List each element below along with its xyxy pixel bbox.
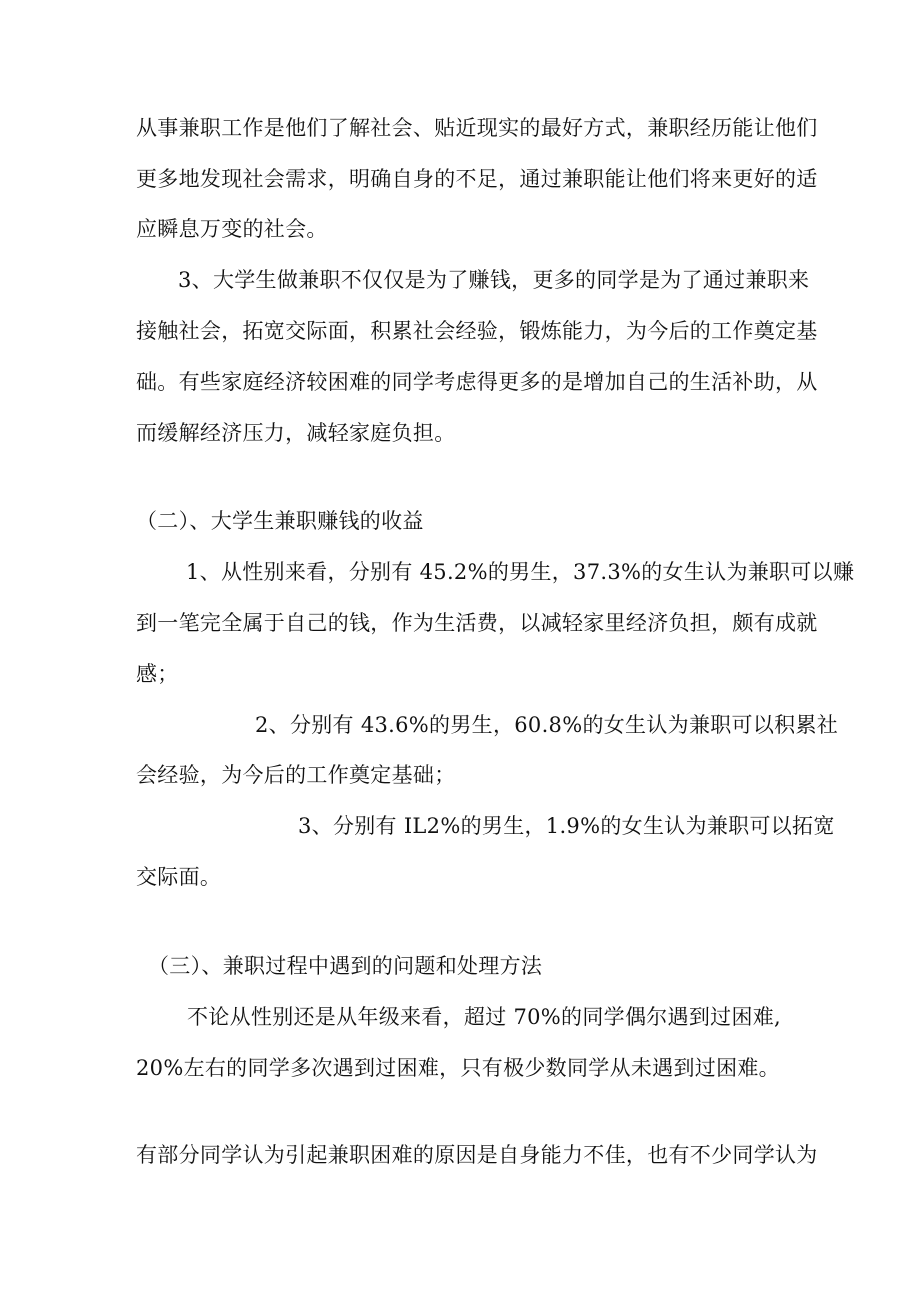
text-line: 2、分别有 43.6%的男生，60.8%的女生认为兼职可以积累社 xyxy=(255,713,839,737)
text-line: 更多地发现社会需求，明确自身的不足，通过兼职能让他们将来更好的适 xyxy=(136,167,818,191)
text-line: 20%左右的同学多次遇到过困难，只有极少数同学从未遇到过困难。 xyxy=(136,1056,780,1080)
text-line: 交际面。 xyxy=(136,865,222,889)
text-line: 3、分别有 IL2%的男生，1.9%的女生认为兼职可以拓宽 xyxy=(298,814,835,838)
text-line: 不论从性别还是从年级来看，超过 70%的同学偶尔遇到过困难, xyxy=(187,1005,782,1029)
text-line: 有部分同学认为引起兼职困难的原因是自身能力不佳，也有不少同学认为 xyxy=(136,1143,818,1167)
section-heading-2: （二）、大学生兼职赚钱的收益 xyxy=(136,509,424,533)
section-heading-3: （三）、兼职过程中遇到的问题和处理方法 xyxy=(148,954,543,978)
text-line: 应瞬息万变的社会。 xyxy=(136,217,328,241)
text-line: 3、大学生做兼职不仅仅是为了赚钱，更多的同学是为了通过兼职来 xyxy=(178,268,810,292)
text-line: 而缓解经济压力，减轻家庭负担。 xyxy=(136,421,456,445)
text-line: 感； xyxy=(136,662,179,686)
text-line: 会经验，为今后的工作奠定基础； xyxy=(136,763,456,787)
text-line: 到一笔完全属于自己的钱，作为生活费，以减轻家里经济负担，颇有成就 xyxy=(136,611,818,635)
text-line: 接触社会，拓宽交际面，积累社会经验，锻炼能力，为今后的工作奠定基 xyxy=(136,319,818,343)
text-line: 础。有些家庭经济较困难的同学考虑得更多的是增加自己的生活补助，从 xyxy=(136,370,818,394)
text-line: 从事兼职工作是他们了解社会、贴近现实的最好方式，兼职经历能让他们 xyxy=(136,116,818,140)
text-line: 1、从性别来看，分别有 45.2%的男生，37.3%的女生认为兼职可以赚 xyxy=(186,560,855,584)
